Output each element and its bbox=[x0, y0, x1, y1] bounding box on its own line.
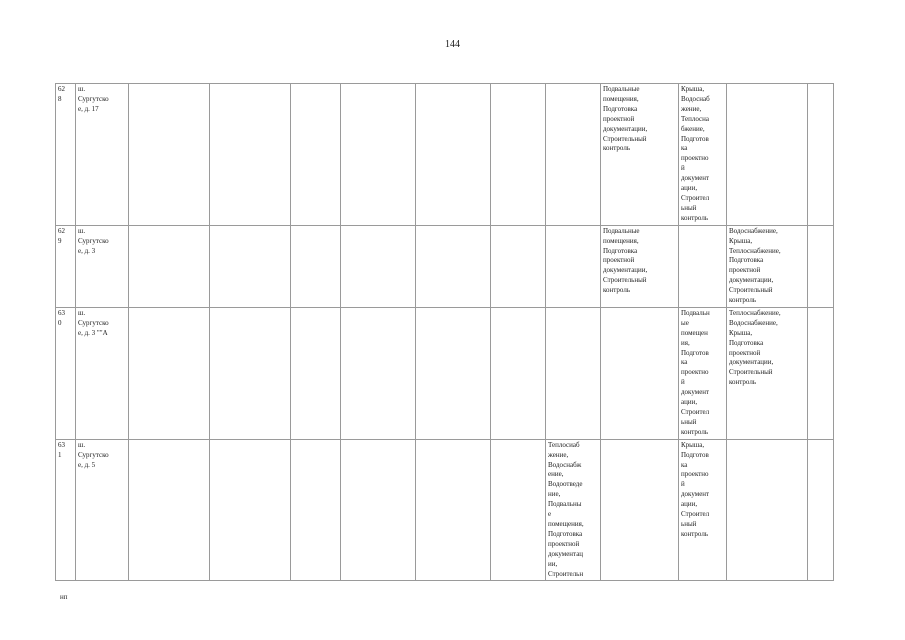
table-cell bbox=[546, 84, 601, 226]
table-cell bbox=[416, 439, 491, 581]
address-cell: ш. Сургутско е, д. 3 bbox=[76, 225, 129, 307]
table-cell bbox=[210, 439, 291, 581]
table-cell bbox=[291, 307, 341, 439]
table-cell bbox=[291, 439, 341, 581]
row-number: 63 0 bbox=[56, 307, 76, 439]
table-cell bbox=[808, 225, 834, 307]
table-cell bbox=[491, 439, 546, 581]
table-row bbox=[56, 84, 834, 226]
address-cell: ш. Сургутско е, д. 17 bbox=[76, 84, 129, 226]
table-cell bbox=[491, 225, 546, 307]
table-cell bbox=[129, 225, 210, 307]
table-cell bbox=[129, 84, 210, 226]
works-cell: Подвальн ые помещен ия, Подготов ка проектно й документ ации, Строител ьный контроль bbox=[679, 307, 727, 439]
footer-text: нп bbox=[60, 593, 68, 601]
capital-repair-table bbox=[55, 83, 834, 581]
table-row bbox=[56, 439, 834, 581]
works-cell: Подвальные помещения, Подготовка проектной документации, Строительный контроль bbox=[601, 84, 679, 226]
table-cell bbox=[808, 439, 834, 581]
table-cell bbox=[129, 439, 210, 581]
works-cell bbox=[601, 307, 679, 439]
works-cell bbox=[601, 439, 679, 581]
row-number: 62 8 bbox=[56, 84, 76, 226]
table-cell bbox=[291, 225, 341, 307]
table-cell bbox=[416, 84, 491, 226]
address-cell: ш. Сургутско е, д. 3 ""А bbox=[76, 307, 129, 439]
table-cell bbox=[491, 84, 546, 226]
works-cell bbox=[679, 225, 727, 307]
works-cell: Теплоснабжение, Водоснабжение, Крыша, Подготовка проектной документации, Строительный контроль bbox=[727, 307, 808, 439]
works-cell: Крыша, Подготов ка проектно й документ ации, Строител ьный контроль bbox=[679, 439, 727, 581]
table-cell bbox=[546, 307, 601, 439]
table-cell bbox=[808, 307, 834, 439]
table-cell bbox=[341, 225, 416, 307]
address-cell: ш. Сургутско е, д. 5 bbox=[76, 439, 129, 581]
table-cell bbox=[291, 84, 341, 226]
table-row bbox=[56, 307, 834, 439]
table-cell bbox=[416, 225, 491, 307]
works-cell: Подвальные помещения, Подготовка проектной документации, Строительный контроль bbox=[601, 225, 679, 307]
works-cell: Теплосиаб жение, Водоснабж ение, Водоотведе ние, Подвальны е помещения, Подготовка проектной документац ии, Строительн bbox=[546, 439, 601, 581]
table-cell bbox=[416, 307, 491, 439]
table-cell bbox=[129, 307, 210, 439]
works-cell: Водоснабжение, Крыша, Теплоснабжение, Подготовка проектной документации, Строительный контроль bbox=[727, 225, 808, 307]
works-cell: Крыша, Водоснаб жение, Теплосна бжение, Подготов ка проектно й документ ации, Строител ьный контроль bbox=[679, 84, 727, 226]
table-cell bbox=[210, 307, 291, 439]
works-cell bbox=[727, 439, 808, 581]
table-cell bbox=[808, 84, 834, 226]
table-cell bbox=[491, 307, 546, 439]
table-cell bbox=[341, 84, 416, 226]
works-cell bbox=[727, 84, 808, 226]
table-cell bbox=[210, 84, 291, 226]
table-cell bbox=[546, 225, 601, 307]
row-number: 62 9 bbox=[56, 225, 76, 307]
page-number: 144 bbox=[445, 39, 460, 50]
table-cell bbox=[341, 439, 416, 581]
table-cell bbox=[210, 225, 291, 307]
table-row bbox=[56, 225, 834, 307]
row-number: 63 1 bbox=[56, 439, 76, 581]
table-cell bbox=[341, 307, 416, 439]
